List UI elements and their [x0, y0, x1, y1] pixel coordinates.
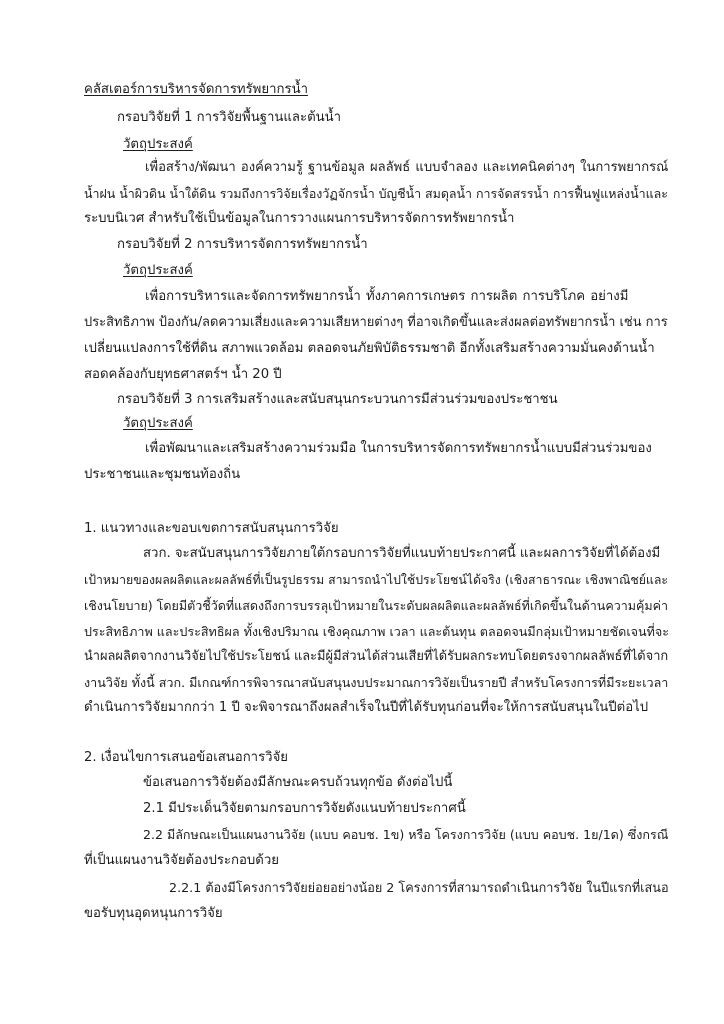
section-1-line-2: เป้าหมายของผลผลิตและผลลัพธ์ที่เป็นรูปธรรม สามารถนำไปใช้ประโยชน์ได้จริง (เชิงสาธารณะ เชิงพาณิชย์และ — [84, 573, 668, 587]
section-1-heading: 1. แนวทางและขอบเขตการสนับสนุนการวิจัย — [84, 521, 339, 536]
framework-3-line-2: ประชาชนและชุมชนท้องถิ่น — [84, 467, 241, 482]
section-2-item-2-1: 2.1 มีประเด็นวิจัยตามกรอบการวิจัยดังแนบท้ายประกาศนี้ — [143, 801, 466, 816]
section-2-heading: 2. เงื่อนไขการเสนอข้อเสนอการวิจัย — [84, 750, 289, 765]
framework-2-line-3: เปลี่ยนแปลงการใช้ที่ดิน สภาพแวดล้อม ตลอดจนภัยพิบัติธรรมชาติ อีกทั้งเสริมสร้างความมั่นคงด้านน้ำ — [84, 341, 655, 356]
section-1-line-5: นำผลผลิตจากงานวิจัยไปใช้ประโยชน์ และมีผู้มีส่วนได้ส่วนเสียที่ได้รับผลกระทบโดยตรงจากผลลัพธ์ที่ได้จาก — [84, 649, 669, 664]
section-1-line-6: งานวิจัย ทั้งนี้ สวก. มีเกณฑ์การพิจารณาสนับสนุนงบประมาณการวิจัยเป็นรายปี สำหรับโครงการที่มีระยะเวลา — [84, 675, 669, 690]
cluster-title: คลัสเตอร์การบริหารจัดการทรัพยากรน้ำ — [84, 82, 308, 97]
section-2-item-2-2-1-line-1: 2.2.1 ต้องมีโครงการวิจัยย่อยอย่างน้อย 2 โครงการที่สามารถดำเนินการวิจัย ในปีแรกที่เสนอ — [169, 880, 669, 895]
framework-1-line-2: น้ำฝน น้ำผิวดิน น้ำใต้ดิน รวมถึงการวิจัยเรื่องวัฏจักรน้ำ บัญชีน้ำ สมดุลน้ำ การจัดสรรน้ำ การฟื้นฟูแหล่งน้ำและ — [84, 186, 668, 201]
section-1-line-3: เชิงนโยบาย) โดยมีตัวชี้วัดที่แสดงถึงการบรรลุเป้าหมายในระดับผลผลิตและผลลัพธ์ที่เกิดขึ้นในด้านความคุ้มค่า — [84, 598, 669, 613]
section-1-line-1: สวก. จะสนับสนุนการวิจัยภายใต้กรอบการวิจัยที่แนบท้ายประกาศนี้ และผลการวิจัยที่ได้ต้องมี — [143, 546, 661, 561]
framework-1-title: กรอบวิจัยที่ 1 การวิจัยพื้นฐานและต้นน้ำ — [117, 110, 342, 125]
framework-2-line-4: สอดคล้องกับยุทธศาสตร์ฯ น้ำ 20 ปี — [84, 367, 282, 382]
framework-3-objective-label: วัตถุประสงค์ — [123, 416, 193, 431]
framework-2-objective-label: วัตถุประสงค์ — [123, 263, 193, 278]
framework-1-objective-label: วัตถุประสงค์ — [123, 137, 193, 152]
section-1-line-7: ดำเนินการวิจัยมากกว่า 1 ปี จะพิจารณาถึงผลสำเร็จในปีที่ได้รับทุนก่อนที่จะให้การสนับสนุนในปีต่อไป — [84, 700, 649, 715]
section-2-item-2-2-line-2: ที่เป็นแผนงานวิจัยต้องประกอบด้วย — [84, 853, 279, 868]
framework-1-line-1: เพื่อสร้าง/พัฒนา องค์ความรู้ ฐานข้อมูล ผลลัพธ์ แบบจำลอง และเทคนิคต่างๆ ในการพยากรณ์ — [145, 160, 669, 175]
framework-3-line-1: เพื่อพัฒนาและเสริมสร้างความร่วมมือ ในการบริหารจัดการทรัพยากรน้ำแบบมีส่วนร่วมของ — [145, 441, 652, 456]
framework-2-line-1: เพื่อการบริหารและจัดการทรัพยากรน้ำ ทั้งภาคการเกษตร การผลิต การบริโภค อย่างมี — [145, 289, 629, 304]
framework-2-title: กรอบวิจัยที่ 2 การบริหารจัดการทรัพยากรน้ำ — [117, 237, 368, 252]
framework-1-line-3: ระบบนิเวศ สำหรับใช้เป็นข้อมูลในการวางแผนการบริหารจัดการทรัพยากรน้ำ — [84, 211, 515, 226]
section-2-item-2-2-line-1: 2.2 มีลักษณะเป็นแผนงานวิจัย (แบบ คอบช. 1ข) หรือ โครงการวิจัย (แบบ คอบช. 1ย/1ด) ซึ่งกรณี — [143, 827, 669, 842]
section-1-line-4: ประสิทธิภาพ และประสิทธิผล ทั้งเชิงปริมาณ เชิงคุณภาพ เวลา และต้นทุน ตลอดจนมีกลุ่มเป้าหมายชัดเจนที่จะ — [84, 624, 670, 639]
framework-2-line-2: ประสิทธิภาพ ป้องกัน/ลดความเสี่ยงและความเสียหายต่างๆ ที่อาจเกิดขึ้นและส่งผลต่อทรัพยากรน้ำ เช่น การ — [84, 315, 668, 330]
section-2-intro: ข้อเสนอการวิจัยต้องมีลักษณะครบถ้วนทุกข้อ ดังต่อไปนี้ — [143, 775, 453, 790]
framework-3-title: กรอบวิจัยที่ 3 การเสริมสร้างและสนับสนุนกระบวนการมีส่วนร่วมของประชาชน — [117, 392, 558, 407]
section-2-item-2-2-1-line-2: ขอรับทุนอุดหนุนการวิจัย — [84, 906, 223, 921]
